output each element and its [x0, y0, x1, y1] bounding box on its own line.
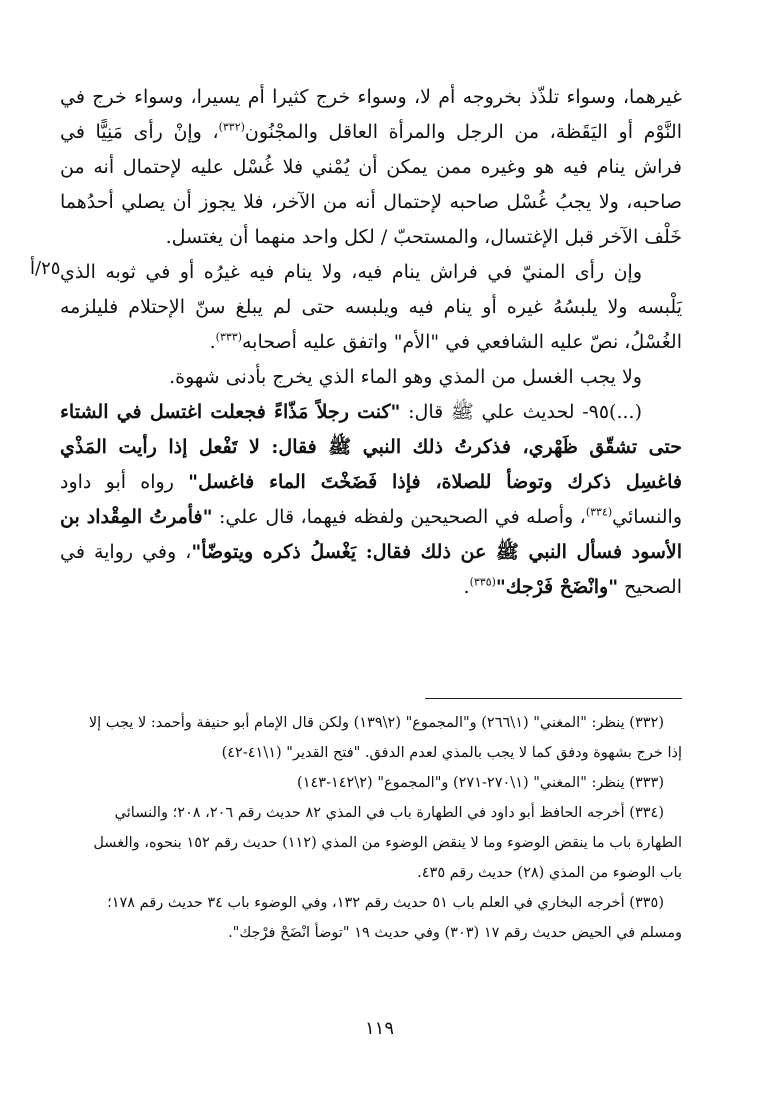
footnote-ref[interactable]: (٣٣٤)	[585, 505, 613, 519]
footnote-line: الطهارة باب ما ينقض الوضوء وما لا ينقض الوضوء من المذي (١١٢) حديث رقم ١٥٢ بنحوه، والغسل	[93, 835, 682, 851]
hadith-text: ، وأصله في الصحيحين ولفظه فيهما، قال علي:	[212, 506, 586, 528]
footnote-line: ومسلم في الحيض حديث رقم ١٧ (٣٠٣) وفي حديث ١٩ "توضأ انْضَحْ فرْجك".	[228, 925, 682, 941]
paragraph-text: ولا يجب الغسل من المذي وهو الماء الذي يخرج بأدنى شهوة.	[169, 366, 642, 388]
footnote-line: (٣٣٢) ينظر: "المغني" (١\٢٦٦) و"المجموع" (٢\١٣٩) ولكن قال الإمام أبو حنيفة وأحمد: لا يجب إلا	[88, 715, 664, 731]
hadith-paragraph	[60, 395, 682, 605]
footnote-line: إذا خرج بشهوة ودفق كما لا يجب بالمذي لعدم الدفق. "فتح القدير" (١\٤١-٤٢)	[221, 745, 682, 761]
main-text	[60, 80, 682, 605]
paragraph-text: ، وإنْ رأى مَنِيًّا في فراش ينام فيه هو وغيره ممن يمكن أن يُمْني فلا غُسْل عليه لإحتمال أنه من صاحبه، ولا يجبُ غُسْل صاحبه لإحتمال أنه من الآخر، فلا يجوز أن يصلي أحدُهما خَلْف الآخر قبل الإغتسال، والمستحبّ / لكل واحد منهما أن يغتسل.	[60, 121, 682, 248]
footnote-line: (٣٣٥) أخرجه البخاري في العلم باب ٥١ حديث رقم ١٣٢، وفي الوضوء باب ٣٤ حديث رقم ١٧٨؛	[107, 895, 664, 911]
hadith-text: ، وفي رواية في الصحيح	[60, 541, 682, 598]
footnote-line: (٣٣٣) ينظر: "المغني" (١\٢٧٠-٢٧١) و"المجموع" (٢\١٤٢-١٤٣)	[297, 775, 664, 791]
footnote-ref[interactable]: (٣٣٢)	[218, 120, 245, 134]
footnote-ref[interactable]: (٣٣٥)	[469, 575, 496, 589]
paragraph	[60, 80, 682, 255]
footnote-divider	[425, 698, 682, 699]
paragraph	[60, 360, 682, 395]
footnote-line: (٣٣٤) أخرجه الحافظ أبو داود في الطهارة باب في المذي ٨٢ حديث رقم ٢٠٦، ٢٠٨؛ والنسائي	[114, 805, 664, 821]
paragraph-text: .	[209, 331, 216, 353]
paragraph-text: غيرهما، وسواء تلذّذ بخروجه أم لا، وسواء خرج كثيرا أم يسيرا، وسواء خرج في النَّوْم أو اليَقَظة، من الرجل والمرأة العاقل والمجْنُون	[60, 86, 682, 143]
hadith-number: (...)٩٥- لحديث علي ﷺ قال:	[400, 401, 642, 423]
hadith-quote: "كنت رجلاً مَذّاءً فجعلت اغتسل في الشتاء حتى تشقّق ظَهْري، فذكرتُ ذلك النبي ﷺ فقال: لا تَفْعل إذا رأيت المَذْي فاغسِل ذكرك وتوضأ للصلاة، فإذا فَضَخْتَ الماء فاغسل"	[60, 401, 682, 493]
hadith-text: .	[463, 576, 470, 598]
hadith-text: رواه أبو داود والنسائي	[60, 471, 682, 528]
margin-note: ٢٥/أ	[30, 258, 61, 279]
paragraph	[60, 255, 682, 360]
paragraph-text: وإن رأى المنيّ في فراش ينام فيه، ولا ينام فيه غيرُه أو في ثوبه الذي يَلْبسه ولا يلبسُهُ غيره أو ينام فيه ويلبسه حتى لم يبلغ سنّ الإحتلام فليلزمه الغُسْلُ، نصّ عليه الشافعي في "الأم" واتفق عليه أصحابه	[60, 261, 682, 353]
footnote-line: باب الوضوء من المذي (٢٨) حديث رقم ٤٣٥.	[417, 865, 682, 881]
footnote-ref[interactable]: (٣٣٣)	[215, 330, 242, 344]
hadith-quote: "وانْضَحْ فَرْجك"	[495, 576, 619, 598]
hadith-quote: "فأمرتُ المِقْداد بن الأسود فسأل النبي ﷺ عن ذلك فقال: يَغْسلُ ذكره ويتوضّأ"	[60, 506, 682, 563]
footnotes	[60, 708, 682, 948]
page-number: ١١٩	[364, 1018, 394, 1039]
